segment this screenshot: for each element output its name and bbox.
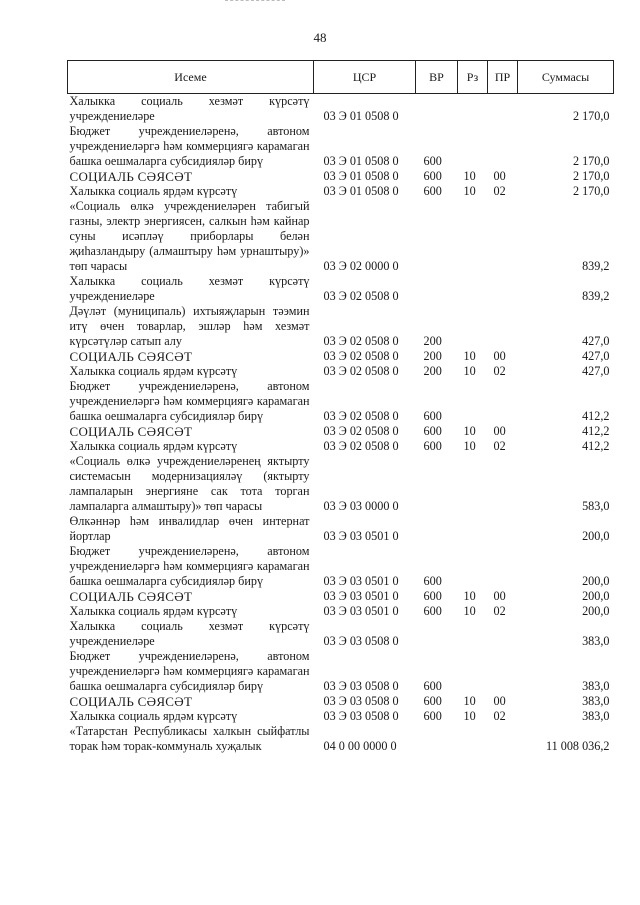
- cell-csr: 03 Э 02 0000 0: [323, 259, 399, 273]
- cell-name: Халыкка социаль ярдәм күрсәтү: [69, 604, 238, 618]
- cell-vr: [416, 619, 458, 649]
- cell-sum: 200,0: [582, 604, 610, 618]
- cell-pr: [488, 124, 518, 169]
- cell-vr: 600: [423, 694, 442, 708]
- table-row: [68, 169, 614, 184]
- cell-vr: 600: [423, 424, 442, 438]
- cell-sum: 583,0: [582, 499, 610, 513]
- cell-csr: 03 Э 02 0508 0: [323, 439, 399, 453]
- cell-sum: 383,0: [582, 709, 610, 723]
- cell-sum: 383,0: [582, 679, 610, 693]
- cell-name: СОЦИАЛЬ СӘЯСӘТ: [69, 694, 193, 709]
- cell-rz: [458, 649, 488, 694]
- cell-vr: 200: [423, 349, 442, 363]
- table-row: [68, 124, 614, 169]
- cell-rz: 10: [463, 694, 476, 708]
- table-row: [68, 454, 614, 514]
- cell-vr: 600: [423, 184, 442, 198]
- cell-sum: 839,2: [582, 289, 610, 303]
- table-row: [68, 94, 614, 125]
- table-row: [68, 544, 614, 589]
- table-row: [68, 694, 614, 709]
- cell-name: Бюджет учреждениеләренә, автоном учреждениеләргә һәм коммерциягә карамаган башка оешмаларга субсидияләр бирү: [69, 649, 310, 693]
- table-row: [68, 439, 614, 454]
- cell-rz: [458, 274, 488, 304]
- header-sum: Суммасы: [518, 61, 614, 94]
- cell-pr: 00: [493, 349, 506, 363]
- cell-rz: [458, 619, 488, 649]
- cell-rz: 10: [463, 169, 476, 183]
- cell-vr: [416, 514, 458, 544]
- cell-vr: [416, 724, 458, 754]
- cell-pr: 00: [493, 694, 506, 708]
- cell-vr: 600: [423, 154, 442, 168]
- cell-pr: 00: [493, 589, 506, 603]
- cell-pr: 02: [493, 364, 506, 378]
- cell-vr: 200: [423, 334, 442, 348]
- cell-pr: 02: [493, 709, 506, 723]
- cell-rz: [458, 724, 488, 754]
- cell-name: «Татарстан Республикасы халкын сыйфатлы торак һәм торак-коммуналь хуҗалык: [69, 724, 310, 753]
- table-row: [68, 709, 614, 724]
- cell-rz: 10: [463, 424, 476, 438]
- header-pr: ПР: [488, 61, 518, 94]
- cell-sum: 200,0: [582, 574, 610, 588]
- page-number: 48: [313, 30, 327, 45]
- cell-csr: 03 Э 03 0508 0: [323, 709, 399, 723]
- table-row: [68, 349, 614, 364]
- cell-csr: 03 Э 03 0501 0: [323, 604, 399, 618]
- cell-vr: 600: [423, 589, 442, 603]
- cell-pr: [488, 514, 518, 544]
- cell-rz: [458, 304, 488, 349]
- cell-sum: 2 170,0: [572, 109, 610, 123]
- header-vr: ВР: [416, 61, 458, 94]
- cell-sum: 200,0: [582, 589, 610, 603]
- cell-name: СОЦИАЛЬ СӘЯСӘТ: [69, 169, 193, 184]
- table-row: [68, 274, 614, 304]
- cell-name: СОЦИАЛЬ СӘЯСӘТ: [69, 589, 193, 604]
- cell-vr: [416, 454, 458, 514]
- cell-name: СОЦИАЛЬ СӘЯСӘТ: [69, 424, 193, 439]
- cell-pr: 02: [493, 604, 506, 618]
- cell-pr: 02: [493, 439, 506, 453]
- cell-sum: 2 170,0: [572, 154, 610, 168]
- table-row: [68, 364, 614, 379]
- cell-csr: 03 Э 03 0000 0: [323, 499, 399, 513]
- table-row: [68, 199, 614, 274]
- cell-csr: 04 0 00 0000 0: [323, 739, 397, 753]
- budget-table: [67, 60, 614, 754]
- cell-rz: [458, 94, 488, 125]
- cell-rz: [458, 454, 488, 514]
- cell-csr: 03 Э 03 0508 0: [323, 679, 399, 693]
- cell-vr: 600: [423, 574, 442, 588]
- cell-name: Дәүләт (муниципаль) ихтыяҗларын тәэмин итү өчен товарлар, эшләр һәм хезмәт күрсәтүләр сатып алу: [69, 304, 310, 348]
- table-row: [68, 304, 614, 349]
- cell-pr: [488, 199, 518, 274]
- cell-name: Халыкка социаль ярдәм күрсәтү: [69, 709, 238, 723]
- cell-name: Халыкка социаль ярдәм күрсәтү: [69, 364, 238, 378]
- table-row: [68, 379, 614, 424]
- cell-pr: [488, 619, 518, 649]
- cell-name: Халыкка социаль хезмәт күрсәтү учреждениеләре: [69, 274, 310, 303]
- cell-vr: 600: [423, 169, 442, 183]
- cell-csr: 03 Э 02 0508 0: [323, 364, 399, 378]
- cell-csr: 03 Э 01 0508 0: [323, 184, 399, 198]
- cell-sum: 412,2: [582, 439, 610, 453]
- cell-csr: 03 Э 03 0508 0: [323, 694, 399, 708]
- cell-rz: [458, 199, 488, 274]
- cell-rz: 10: [463, 184, 476, 198]
- cell-name: «Социаль өлкә учреждениеләрен табигый газны, электр энергиясен, салкын һәм кайнар суны исәпләү приборлары белән җиһазландыру (алмаштыру һәм урнаштыру)» төп чарасы: [69, 199, 310, 273]
- cell-vr: 600: [423, 409, 442, 423]
- table-row: [68, 514, 614, 544]
- cell-rz: [458, 514, 488, 544]
- cell-pr: [488, 454, 518, 514]
- cell-sum: 412,2: [582, 424, 610, 438]
- cell-rz: 10: [463, 589, 476, 603]
- cell-csr: 03 Э 03 0501 0: [323, 574, 399, 588]
- cell-csr: 03 Э 02 0508 0: [323, 424, 399, 438]
- cell-sum: 412,2: [582, 409, 610, 423]
- cell-csr: 03 Э 01 0508 0: [323, 109, 399, 123]
- cell-vr: 600: [423, 679, 442, 693]
- cell-pr: [488, 379, 518, 424]
- cell-name: Халыкка социаль ярдәм күрсәтү: [69, 439, 238, 453]
- table-row: [68, 724, 614, 754]
- cell-sum: 2 170,0: [572, 169, 610, 183]
- cell-sum: 200,0: [582, 529, 610, 543]
- cell-sum: 383,0: [582, 634, 610, 648]
- cell-vr: [416, 274, 458, 304]
- cell-rz: 10: [463, 439, 476, 453]
- cell-rz: [458, 544, 488, 589]
- cell-sum: 2 170,0: [572, 184, 610, 198]
- cell-vr: 200: [423, 364, 442, 378]
- cell-sum: 427,0: [582, 364, 610, 378]
- cell-name: СОЦИАЛЬ СӘЯСӘТ: [69, 349, 193, 364]
- cell-name: Халыкка социаль хезмәт күрсәтү учреждениеләре: [69, 94, 310, 123]
- cell-name: Халыкка социаль хезмәт күрсәтү учреждениеләре: [69, 619, 310, 648]
- cell-csr: 03 Э 02 0508 0: [323, 334, 399, 348]
- cell-rz: 10: [463, 604, 476, 618]
- table-row: [68, 184, 614, 199]
- cell-sum: 383,0: [582, 694, 610, 708]
- cell-vr: 600: [423, 709, 442, 723]
- cell-vr: 600: [423, 604, 442, 618]
- cell-name: Халыкка социаль ярдәм күрсәтү: [69, 184, 238, 198]
- cell-vr: [416, 94, 458, 125]
- cell-csr: 03 Э 01 0508 0: [323, 154, 399, 168]
- scan-marks: [225, 0, 285, 5]
- cell-vr: 600: [423, 439, 442, 453]
- cell-sum: 839,2: [582, 259, 610, 273]
- table-row: [68, 604, 614, 619]
- table-row: [68, 589, 614, 604]
- cell-name: «Социаль өлкә учреждениеләренең яктырту системасын модернизацияләү (яктырту лампаларын энергияне сак тота торган лампаларга алмаштыру)» төп чарасы: [69, 454, 310, 513]
- cell-sum: 11 008 036,2: [545, 739, 610, 753]
- cell-pr: [488, 724, 518, 754]
- cell-pr: 00: [493, 424, 506, 438]
- cell-rz: 10: [463, 349, 476, 363]
- cell-vr: [416, 199, 458, 274]
- cell-rz: [458, 124, 488, 169]
- cell-pr: 00: [493, 169, 506, 183]
- table-header: [68, 61, 614, 94]
- cell-pr: [488, 274, 518, 304]
- cell-name: Бюджет учреждениеләренә, автоном учреждениеләргә һәм коммерциягә карамаган башка оешмаларга субсидияләр бирү: [69, 379, 310, 423]
- cell-name: Бюджет учреждениеләренә, автоном учреждениеләргә һәм коммерциягә карамаган башка оешмаларга субсидияләр бирү: [69, 124, 310, 168]
- cell-csr: 03 Э 01 0508 0: [323, 169, 399, 183]
- cell-pr: [488, 304, 518, 349]
- header-rz: Рз: [458, 61, 488, 94]
- cell-pr: [488, 94, 518, 125]
- table-row: [68, 649, 614, 694]
- cell-pr: 02: [493, 184, 506, 198]
- cell-name: Өлкәннәр һәм инвалидлар өчен интернат йортлар: [69, 514, 310, 543]
- cell-rz: 10: [463, 364, 476, 378]
- cell-rz: 10: [463, 709, 476, 723]
- cell-csr: 03 Э 03 0501 0: [323, 589, 399, 603]
- cell-rz: [458, 379, 488, 424]
- cell-sum: 427,0: [582, 349, 610, 363]
- table-row: [68, 424, 614, 439]
- cell-pr: [488, 649, 518, 694]
- cell-csr: 03 Э 02 0508 0: [323, 289, 399, 303]
- cell-pr: [488, 544, 518, 589]
- cell-sum: 427,0: [582, 334, 610, 348]
- cell-csr: 03 Э 02 0508 0: [323, 409, 399, 423]
- header-csr: ЦСР: [314, 61, 416, 94]
- cell-csr: 03 Э 03 0501 0: [323, 529, 399, 543]
- cell-csr: 03 Э 03 0508 0: [323, 634, 399, 648]
- cell-csr: 03 Э 02 0508 0: [323, 349, 399, 363]
- header-name: Исеме: [68, 61, 314, 94]
- table-body: [68, 94, 614, 755]
- table-row: [68, 619, 614, 649]
- cell-name: Бюджет учреждениеләренә, автоном учреждениеләргә һәм коммерциягә карамаган башка оешмаларга субсидияләр бирү: [69, 544, 310, 588]
